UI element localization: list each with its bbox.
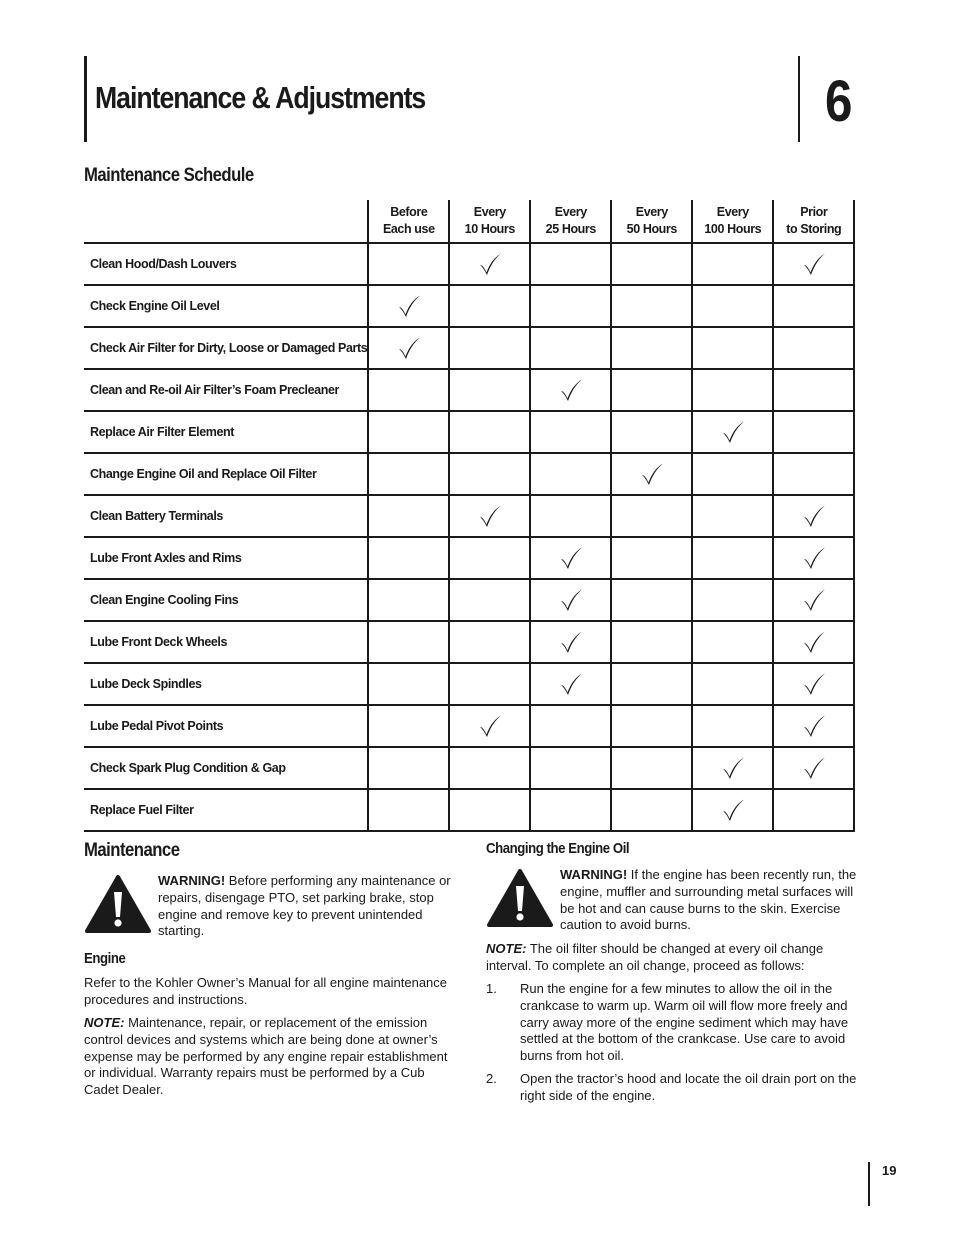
schedule-cell <box>611 789 692 831</box>
check-mark-icon <box>801 587 827 613</box>
schedule-cell <box>611 705 692 747</box>
schedule-cell <box>611 411 692 453</box>
check-mark-icon <box>801 713 827 739</box>
list-item <box>486 1071 876 1111</box>
table-row <box>84 747 854 789</box>
check-mark-icon <box>801 251 827 277</box>
column-header-line: 50 Hours <box>626 222 677 236</box>
schedule-cell <box>449 747 530 789</box>
title-rule <box>84 56 87 142</box>
schedule-cell <box>449 621 530 663</box>
table-row <box>84 411 854 453</box>
task-label: Lube Pedal Pivot Points <box>84 705 368 747</box>
oil-change-warning: WARNING! If the engine has been recently run, the engine, muffler and surrounding metal surfaces will be hot and can cause burns to the skin. Exercise caution to avoid burns. <box>560 867 857 933</box>
chapter-rule <box>798 56 800 142</box>
page-title: Maintenance & Adjustments <box>95 80 426 115</box>
task-label: Change Engine Oil and Replace Oil Filter <box>84 453 368 495</box>
check-mark-icon <box>477 713 503 739</box>
check-mark-icon <box>639 461 665 487</box>
note-label: NOTE: <box>486 941 527 956</box>
schedule-cell <box>611 579 692 621</box>
column-header-line: 25 Hours <box>545 222 596 236</box>
schedule-cell <box>368 369 449 411</box>
table-row <box>84 579 854 621</box>
schedule-cell <box>368 579 449 621</box>
schedule-cell <box>530 495 611 537</box>
table-header-row <box>84 200 854 243</box>
task-label: Check Spark Plug Condition & Gap <box>84 747 368 789</box>
schedule-cell <box>368 285 449 327</box>
schedule-cell <box>692 285 773 327</box>
schedule-cell <box>692 705 773 747</box>
warning-label: WARNING! <box>560 867 628 882</box>
schedule-cell <box>449 243 530 285</box>
task-label: Lube Front Axles and Rims <box>84 537 368 579</box>
schedule-cell <box>692 663 773 705</box>
schedule-cell <box>692 579 773 621</box>
schedule-cell <box>449 369 530 411</box>
schedule-cell <box>449 327 530 369</box>
table-row <box>84 327 854 369</box>
schedule-cell <box>773 663 854 705</box>
schedule-cell <box>611 663 692 705</box>
schedule-cell <box>449 453 530 495</box>
column-header <box>530 200 611 243</box>
check-mark-icon <box>558 671 584 697</box>
table-row <box>84 453 854 495</box>
task-label: Replace Air Filter Element <box>84 411 368 453</box>
task-label: Lube Deck Spindles <box>84 663 368 705</box>
schedule-cell <box>449 579 530 621</box>
column-header <box>611 200 692 243</box>
table-row <box>84 369 854 411</box>
task-label: Check Engine Oil Level <box>84 285 368 327</box>
schedule-cell <box>530 705 611 747</box>
note-label: NOTE: <box>84 1015 125 1030</box>
schedule-cell <box>773 705 854 747</box>
check-mark-icon <box>558 587 584 613</box>
schedule-cell <box>611 453 692 495</box>
schedule-cell <box>530 369 611 411</box>
schedule-cell <box>611 243 692 285</box>
maintenance-heading: Maintenance <box>84 840 180 861</box>
schedule-cell <box>449 495 530 537</box>
page-number: 19 <box>882 1163 897 1178</box>
schedule-cell <box>449 663 530 705</box>
schedule-cell <box>611 495 692 537</box>
schedule-cell <box>692 327 773 369</box>
check-mark-icon <box>801 503 827 529</box>
task-label: Clean Hood/Dash Louvers <box>84 243 368 285</box>
table-row <box>84 621 854 663</box>
column-header-line: Every <box>473 205 506 219</box>
task-label: Clean Battery Terminals <box>84 495 368 537</box>
schedule-cell <box>692 621 773 663</box>
schedule-cell <box>368 747 449 789</box>
check-mark-icon <box>801 545 827 571</box>
warning-triangle-icon <box>486 868 554 928</box>
schedule-cell <box>773 495 854 537</box>
warning-label: WARNING! <box>158 873 226 888</box>
schedule-cell <box>773 411 854 453</box>
oil-filter-note: NOTE: The oil filter should be changed at every oil change interval. To complete an oil change, proceed as follows: <box>486 941 824 973</box>
schedule-cell <box>611 621 692 663</box>
column-header-line: Before <box>390 205 428 219</box>
schedule-cell <box>449 537 530 579</box>
footer-rule <box>868 1162 870 1206</box>
schedule-cell <box>611 537 692 579</box>
schedule-cell <box>692 453 773 495</box>
column-header-line: 100 Hours <box>704 222 762 236</box>
task-label: Lube Front Deck Wheels <box>84 621 368 663</box>
schedule-cell <box>368 789 449 831</box>
column-header-line: Every <box>635 205 668 219</box>
chapter-number: 6 <box>825 69 853 134</box>
check-mark-icon <box>720 419 746 445</box>
schedule-cell <box>530 285 611 327</box>
schedule-cell <box>692 369 773 411</box>
check-mark-icon <box>477 251 503 277</box>
task-label: Replace Fuel Filter <box>84 789 368 831</box>
schedule-cell <box>611 285 692 327</box>
table-row <box>84 495 854 537</box>
schedule-cell <box>449 789 530 831</box>
schedule-cell <box>530 327 611 369</box>
table-row <box>84 243 854 285</box>
check-mark-icon <box>396 293 422 319</box>
schedule-cell <box>773 285 854 327</box>
schedule-cell <box>773 747 854 789</box>
schedule-cell <box>773 327 854 369</box>
schedule-cell <box>773 579 854 621</box>
header-blank-cell <box>84 200 368 243</box>
column-header-line: Every <box>554 205 587 219</box>
engine-paragraph: Refer to the Kohler Owner’s Manual for all engine maintenance procedures and instructions. <box>84 975 448 1007</box>
step-number: 2. <box>486 1071 497 1086</box>
schedule-cell <box>368 411 449 453</box>
maintenance-schedule-table <box>84 200 855 832</box>
table-row <box>84 663 854 705</box>
check-mark-icon <box>477 503 503 529</box>
task-label: Clean and Re-oil Air Filter’s Foam Precleaner <box>84 369 368 411</box>
check-mark-icon <box>558 545 584 571</box>
schedule-cell <box>449 411 530 453</box>
schedule-cell <box>773 453 854 495</box>
column-header <box>773 200 854 243</box>
task-label: Clean Engine Cooling Fins <box>84 579 368 621</box>
column-header <box>449 200 530 243</box>
schedule-cell <box>368 327 449 369</box>
step-text: Run the engine for a few minutes to allow the oil in the crankcase to warm up. Warm oil will flow more freely and carry away more of the engine sediment which may have settled at the bottom of the crankcase. Use care to avoid burns from hot oil. <box>520 981 849 1064</box>
schedule-cell <box>530 579 611 621</box>
list-item <box>486 981 876 1071</box>
schedule-cell <box>773 789 854 831</box>
check-mark-icon <box>801 671 827 697</box>
column-header-line: to Storing <box>786 222 842 236</box>
column-header-line: Prior <box>800 205 828 219</box>
schedule-cell <box>692 495 773 537</box>
schedule-cell <box>773 369 854 411</box>
schedule-cell <box>449 285 530 327</box>
schedule-cell <box>773 243 854 285</box>
schedule-cell <box>530 411 611 453</box>
schedule-cell <box>368 495 449 537</box>
check-mark-icon <box>720 755 746 781</box>
schedule-cell <box>368 663 449 705</box>
step-text: Open the tractor’s hood and locate the oil drain port on the right side of the engine. <box>520 1071 857 1103</box>
check-mark-icon <box>801 755 827 781</box>
schedule-cell <box>368 621 449 663</box>
check-mark-icon <box>801 629 827 655</box>
schedule-cell <box>368 243 449 285</box>
schedule-heading: Maintenance Schedule <box>84 165 254 186</box>
schedule-cell <box>773 537 854 579</box>
task-label: Check Air Filter for Dirty, Loose or Damaged Parts <box>84 327 368 369</box>
schedule-cell <box>611 369 692 411</box>
schedule-cell <box>368 537 449 579</box>
schedule-cell <box>368 705 449 747</box>
schedule-cell <box>530 621 611 663</box>
check-mark-icon <box>558 629 584 655</box>
column-header-line: Each use <box>382 222 435 236</box>
oil-change-heading: Changing the Engine Oil <box>486 840 630 857</box>
column-header <box>368 200 449 243</box>
schedule-cell <box>692 789 773 831</box>
schedule-cell <box>368 453 449 495</box>
column-header-line: 10 Hours <box>464 222 515 236</box>
schedule-cell <box>530 453 611 495</box>
check-mark-icon <box>720 797 746 823</box>
schedule-cell <box>692 243 773 285</box>
check-mark-icon <box>558 377 584 403</box>
schedule-cell <box>692 411 773 453</box>
schedule-cell <box>692 747 773 789</box>
table-row <box>84 537 854 579</box>
schedule-cell <box>773 621 854 663</box>
schedule-cell <box>692 537 773 579</box>
emission-note: NOTE: Maintenance, repair, or replacement of the emission control devices and systems which are being done at owner’s expense may be performed by any engine repair establishment or individual. Warranty repairs must be performed by a Cub Cadet Dealer. <box>84 1015 448 1098</box>
column-header-line: Every <box>716 205 749 219</box>
column-header <box>692 200 773 243</box>
schedule-cell <box>530 243 611 285</box>
schedule-cell <box>449 705 530 747</box>
maintenance-warning: WARNING! Before performing any maintenance or repairs, disengage PTO, set parking brake, stop engine and remove key to prevent unintended starting. <box>158 873 451 939</box>
schedule-cell <box>530 747 611 789</box>
schedule-cell <box>611 327 692 369</box>
engine-heading: Engine <box>84 950 126 967</box>
check-mark-icon <box>396 335 422 361</box>
step-number: 1. <box>486 981 497 996</box>
schedule-cell <box>530 789 611 831</box>
table-row <box>84 705 854 747</box>
schedule-cell <box>530 537 611 579</box>
table-row <box>84 789 854 831</box>
warning-triangle-icon <box>84 874 152 934</box>
schedule-cell <box>530 663 611 705</box>
schedule-cell <box>611 747 692 789</box>
table-row <box>84 285 854 327</box>
